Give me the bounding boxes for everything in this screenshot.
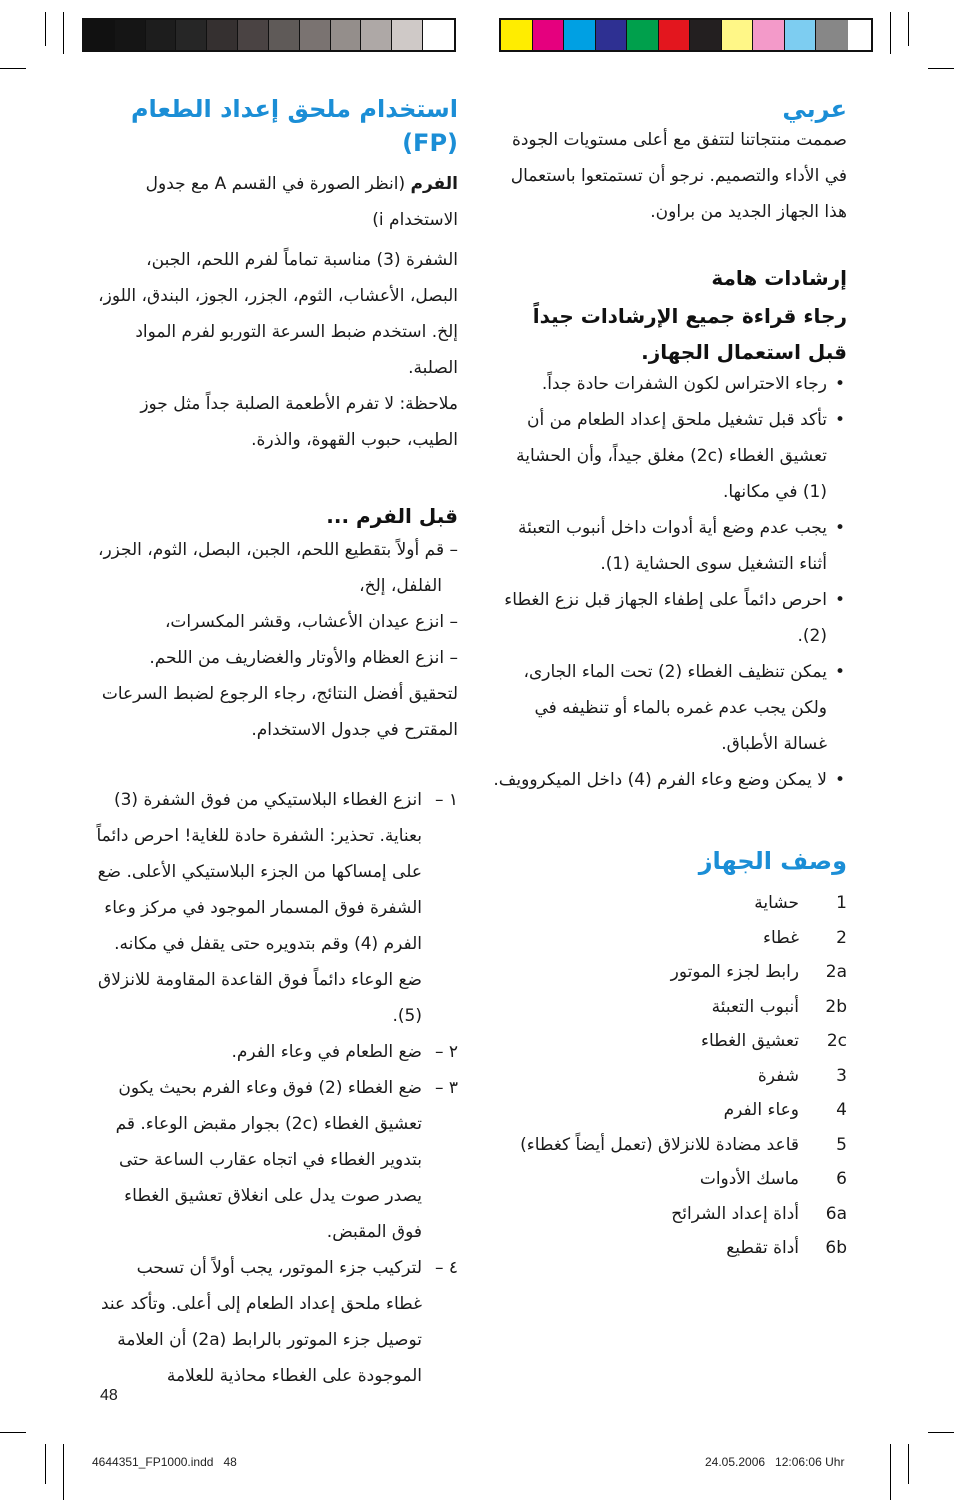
step-item (96, 1034, 458, 1070)
color-swatch (361, 20, 392, 50)
step-text: انزع الغطاء البلاستيكي من فوق الشفرة (3) بعناية. تحذير: الشفرة حادة للغاية! احرص دائماً على إمساكها من الجزء البلاستيكي الأعلى. ضع الشفرة فوق المسمار الموجود في مركز وعاء الفرم (4) وقم بتدويره حتى يقفل في مكانه. ضع الوعاء دائماً فوق القاعدة المقاومة للانزلاق (5). (96, 790, 422, 1026)
step-text: ضع الغطاء (2) فوق وعاء الفرم بحيث يكون تعشيق الغطاء (2c) بجوار مقبض الوعاء. قم بتدوير الغطاء في اتجاه عقارب الساعة حتى يصدر صوت يدل على انغلاق تعشيق الغطاء فوق المقبض. (115, 1078, 422, 1242)
color-swatch (501, 20, 533, 50)
parts-row (490, 921, 847, 956)
color-swatch (207, 20, 238, 50)
before-heading: قبل الفرم ... (326, 504, 458, 528)
crop-mark (63, 1444, 64, 1500)
chop-intro (96, 166, 458, 238)
parts-row (490, 1231, 847, 1266)
crop-mark (928, 68, 954, 69)
crop-mark (63, 12, 64, 54)
color-swatch (596, 20, 628, 50)
part-name: رابط لجزء الموتور (670, 962, 799, 982)
part-number: 1 (836, 893, 847, 913)
color-swatch (722, 20, 754, 50)
file-slug: 4644351_FP1000.indd 48 (92, 1455, 237, 1469)
color-swatch (816, 20, 848, 50)
part-name: أنبوب التعبئة (711, 996, 799, 1017)
list-item: • يجب عدم وضع أية أدوات داخل أنبوب التعبئة أثناء التشغيل سوى الحشاية (1). (490, 510, 847, 582)
color-swatch (423, 20, 454, 50)
description-title: وصف الجهاز (698, 847, 847, 875)
crop-mark (45, 1444, 46, 1484)
color-swatch (146, 20, 177, 50)
part-number: 2a (825, 962, 847, 982)
step-number: ١ – (434, 790, 458, 810)
list-item: – قم أولاً بتقطيع اللحم، الجبن، البصل، الثوم، الجزر، الفلفل، إلخ، (97, 540, 458, 596)
left-column (96, 92, 458, 1394)
crop-mark (908, 1444, 909, 1484)
paragraph: لتحقيق أفضل النتائج، رجاء الرجوع لضبط السرعات المقترح في جدول الاستخدام. (101, 684, 458, 740)
color-swatch (331, 20, 362, 50)
part-name: غطاء (762, 927, 799, 948)
color-swatch (84, 20, 115, 50)
part-name: أداة تقطيع (726, 1238, 799, 1258)
crop-mark (890, 1444, 891, 1500)
part-number: 6 (836, 1169, 847, 1189)
list-item: – انزع العظام والأوتار والغضاريف من اللحم. (149, 648, 458, 668)
crop-mark (908, 12, 909, 46)
color-swatch (176, 20, 207, 50)
crop-mark (45, 12, 46, 46)
part-name: تعشيق الغطاء (700, 1031, 799, 1051)
note-paragraph: ملاحظة: لا تفرم الأطعمة الصلبة جداً مثل جوز الطيب، حبوب القهوة، والذرة. (140, 394, 458, 450)
color-swatch (564, 20, 596, 50)
color-swatch (238, 20, 269, 50)
color-swatch (659, 20, 691, 50)
part-name: أداة إعداد الشرائح (671, 1203, 799, 1224)
page-number: 48 (100, 1387, 118, 1404)
chop-text: (انظر الصورة في القسم A مع جدول الاستخدام i) (145, 174, 458, 230)
step-number: ٢ – (434, 1042, 458, 1062)
part-number: 2c (826, 1031, 847, 1051)
step-item (96, 1250, 458, 1394)
part-name: وعاء الفرم (723, 1100, 799, 1120)
part-number: 2b (825, 996, 847, 1017)
step-item (96, 782, 458, 1034)
color-swatch (753, 20, 785, 50)
crop-mark (928, 1432, 954, 1433)
step-number: ٣ – (434, 1078, 458, 1098)
part-name: ماسك الأدوات (699, 1169, 799, 1189)
intro-paragraph: صممت منتجاتنا لتتفق مع أعلى مستويات الجودة في الأداء والتصميم. نرجو أن تستمتعوا باستعمال هذا الجهاز الجديد من براون. (510, 130, 847, 222)
color-swatch (690, 20, 722, 50)
list-item: • تأكد قبل تشغيل ملحق إعداد الطعام من أن تعشيق الغطاء (2c) مغلق جيداً، وأن الحشاية (1) في مكانها. (490, 402, 847, 510)
parts-row (490, 1093, 847, 1128)
paragraph: الشفرة (3) مناسبة تماماً لفرم اللحم، الجبن، البصل، الأعشاب، الثوم، الجزر، الجوز، البندق، اللوز، إلخ. استخدم ضبط السرعة التوربو لفرم المواد الصلبة. (98, 250, 458, 378)
color-swatch (392, 20, 423, 50)
part-name: قاعد مضادة للانزلاق (تعمل أيضاً كغطاء) (520, 1134, 799, 1155)
color-swatch (269, 20, 300, 50)
list-item: • يمكن تنظيف الغطاء (2) تحت الماء الجارى، ولكن يجب عدم غمره بالماء أو تنظيفه في غسالة الأطباق. (490, 654, 847, 762)
list-item: – انزع عيدان الأعشاب، وقشر المكسرات، (164, 612, 458, 632)
chop-label: الفرم (410, 174, 458, 194)
part-number: 4 (836, 1100, 847, 1120)
right-column (490, 92, 847, 1266)
part-name: حشاية (754, 893, 799, 913)
parts-row (490, 1162, 847, 1197)
parts-list (490, 886, 847, 1266)
color-swatch (115, 20, 146, 50)
color-swatch (533, 20, 565, 50)
part-number: 5 (836, 1134, 847, 1155)
list-item: • احرص دائماً على إطفاء الجهاز قبل نزع الغطاء (2). (490, 582, 847, 654)
safety-list (490, 366, 847, 798)
part-number: 3 (836, 1065, 847, 1086)
safety-subheading: قبل استعمال الجهاز. (641, 340, 847, 364)
part-name: شفرة (757, 1065, 799, 1086)
parts-row (490, 955, 847, 990)
color-swatch (300, 20, 331, 50)
crop-mark (0, 1432, 26, 1433)
step-number: ٤ – (434, 1258, 458, 1278)
parts-row (490, 1024, 847, 1059)
safety-subheading: رجاء قراءة جميع الإرشادات جيداً (532, 304, 847, 328)
color-registration-bar (499, 18, 873, 52)
step-text: ضع الطعام في وعاء الفرم. (231, 1042, 422, 1062)
step-item (96, 1070, 458, 1250)
language-title: عربي (782, 95, 847, 123)
parts-row (490, 886, 847, 921)
safety-heading: إرشادات هامة (711, 266, 847, 290)
part-number: 2 (836, 927, 847, 948)
steps-list (96, 782, 458, 1394)
date-slug: 24.05.2006 12:06:06 Uhr (705, 1455, 845, 1469)
part-number: 6b (825, 1238, 847, 1258)
section-title: استخدام ملحق إعداد الطعام (FP) (130, 95, 458, 157)
part-number: 6a (825, 1203, 847, 1224)
crop-mark (890, 12, 891, 54)
parts-row (490, 1059, 847, 1094)
parts-row (490, 1128, 847, 1163)
grayscale-registration-bar (82, 18, 456, 52)
parts-row (490, 990, 847, 1025)
color-swatch (785, 20, 817, 50)
list-item: • لا يمكن وضع وعاء الفرم (4) داخل الميكروويف. (490, 762, 847, 798)
list-item: • رجاء الاحتراس لكون الشفرات حادة جداً. (490, 366, 847, 402)
color-swatch (627, 20, 659, 50)
crop-mark (0, 68, 26, 69)
step-text: لتركيب جزء الموتور، يجب أولاً أن تسحب غطاء ملحق إعداد الطعام إلى أعلى. وتأكد عند توصيل جزء الموتور بالرابط (2a) أن العلامة الموجودة على الغطاء محاذية للعلامة (100, 1258, 422, 1386)
parts-row (490, 1197, 847, 1232)
